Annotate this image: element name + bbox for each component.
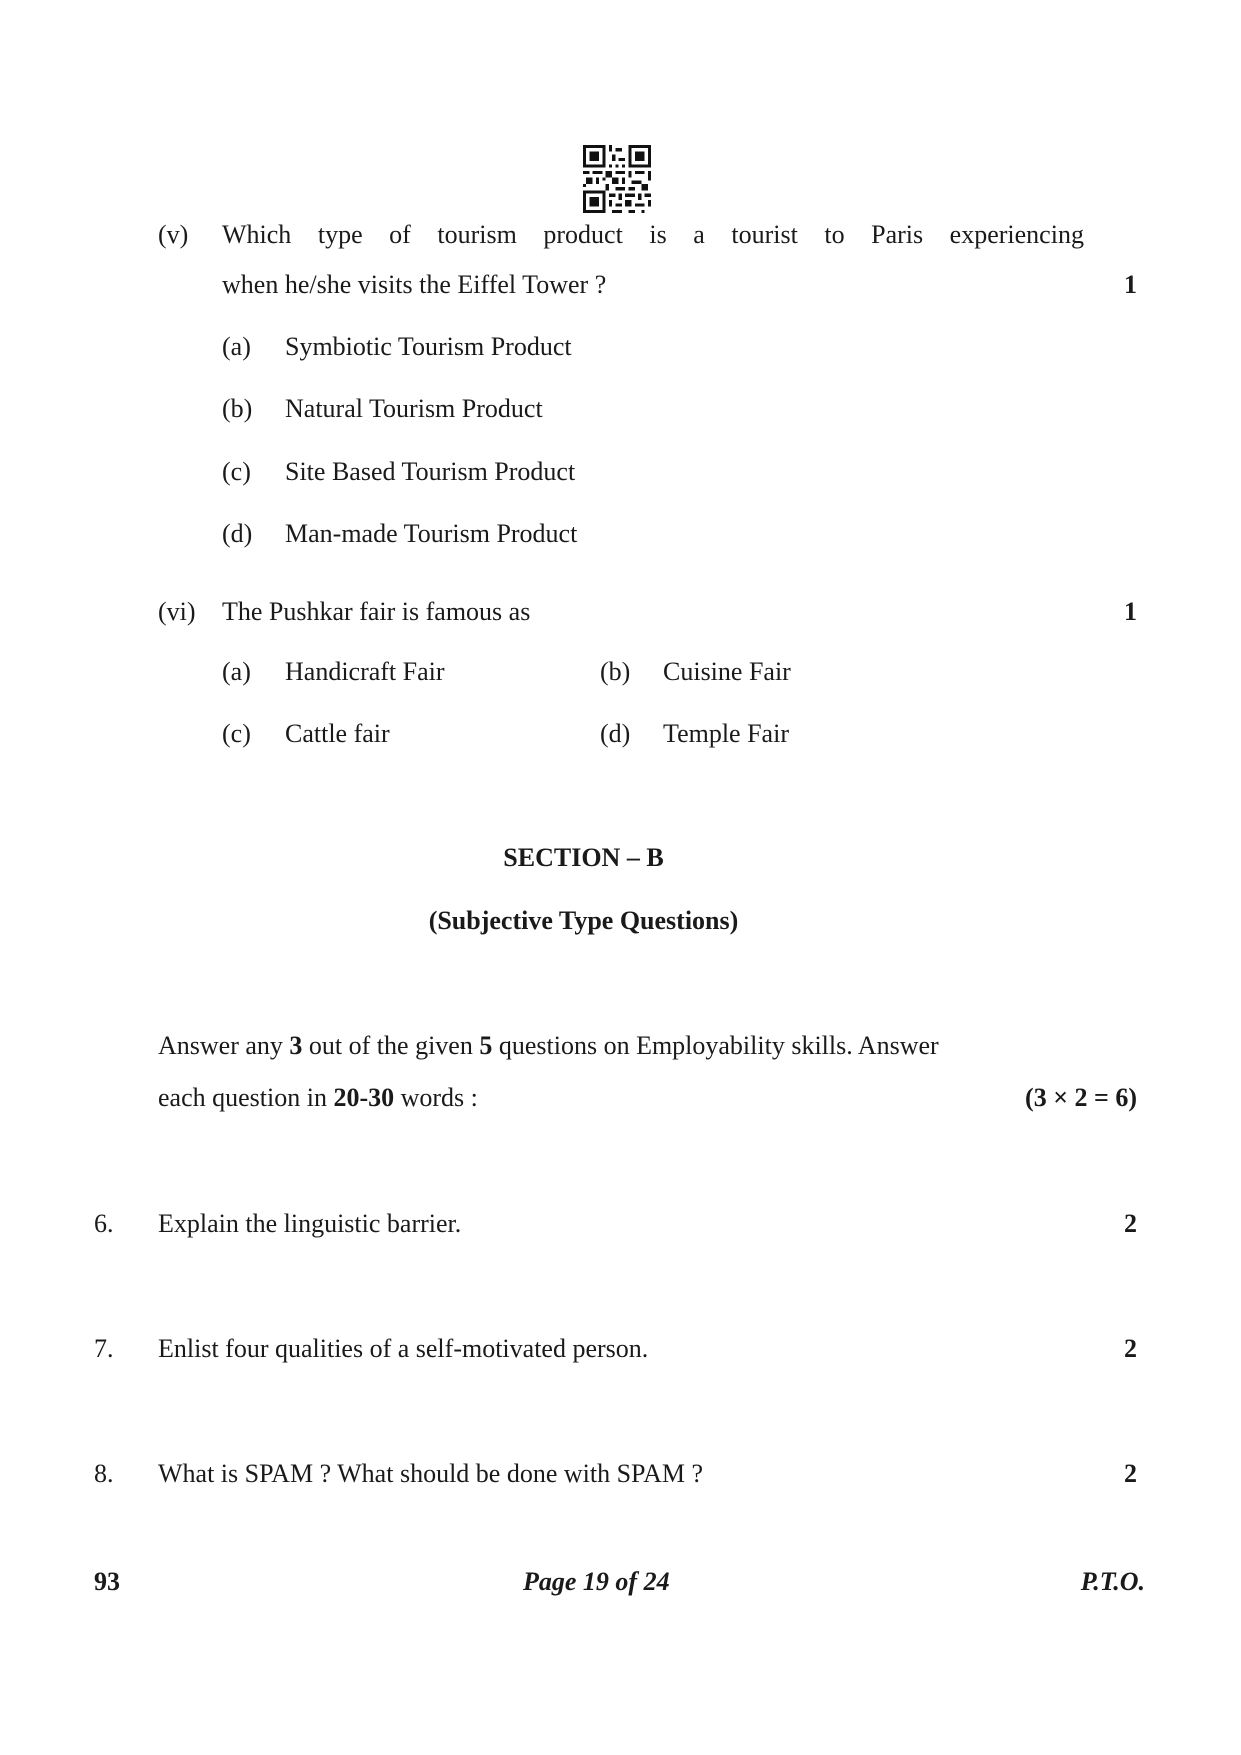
- option-text: Symbiotic Tourism Product: [285, 332, 572, 361]
- option-text: Natural Tourism Product: [285, 394, 543, 423]
- question-marks: 1: [1124, 597, 1137, 626]
- section-subtitle: (Subjective Type Questions): [428, 906, 739, 935]
- question-number: 7.: [94, 1334, 114, 1363]
- question-text: What is SPAM ? What should be done with SPAM ?: [158, 1459, 704, 1488]
- option-label: (a): [222, 657, 251, 686]
- section-title: SECTION – B: [503, 843, 664, 872]
- option-text: Cuisine Fair: [663, 657, 791, 686]
- instructions-line-2: each question in 20-30 words :: [158, 1083, 478, 1112]
- question-number: 6.: [94, 1209, 114, 1238]
- pto-label: P.T.O.: [1080, 1567, 1145, 1596]
- question-number: (vi): [158, 597, 196, 626]
- option-label: (d): [222, 519, 253, 548]
- option-text: Cattle fair: [285, 719, 390, 748]
- question-marks: 2: [1124, 1459, 1137, 1488]
- option-label: (b): [600, 657, 631, 686]
- question-text: Explain the linguistic barrier.: [158, 1209, 462, 1238]
- question-text-line-2: when he/she visits the Eiffel Tower ?: [222, 270, 607, 299]
- option-text: Handicraft Fair: [285, 657, 445, 686]
- question-marks: 2: [1124, 1209, 1137, 1238]
- option-label: (d): [600, 719, 631, 748]
- instructions-line-1: Answer any 3 out of the given 5 questions on Employability skills. Answer: [158, 1031, 939, 1060]
- option-text: Man-made Tourism Product: [285, 519, 578, 548]
- option-label: (a): [222, 332, 251, 361]
- question-number: 8.: [94, 1459, 114, 1488]
- paper-code: 93: [94, 1567, 120, 1596]
- question-text-line-1: Which type of tourism product is a tourist to Paris experiencing: [222, 220, 1084, 249]
- option-label: (c): [222, 719, 251, 748]
- option-label: (c): [222, 457, 251, 486]
- qr-code: [583, 145, 651, 213]
- question-text: The Pushkar fair is famous as: [222, 597, 531, 626]
- question-marks: 1: [1124, 270, 1137, 299]
- question-text: Enlist four qualities of a self-motivated person.: [158, 1334, 649, 1363]
- option-label: (b): [222, 394, 253, 423]
- option-text: Temple Fair: [663, 719, 789, 748]
- page-number: Page 19 of 24: [523, 1567, 670, 1596]
- instructions-marks: (3 × 2 = 6): [1025, 1083, 1137, 1112]
- question-number: (v): [158, 220, 189, 249]
- question-marks: 2: [1124, 1334, 1137, 1363]
- option-text: Site Based Tourism Product: [285, 457, 576, 486]
